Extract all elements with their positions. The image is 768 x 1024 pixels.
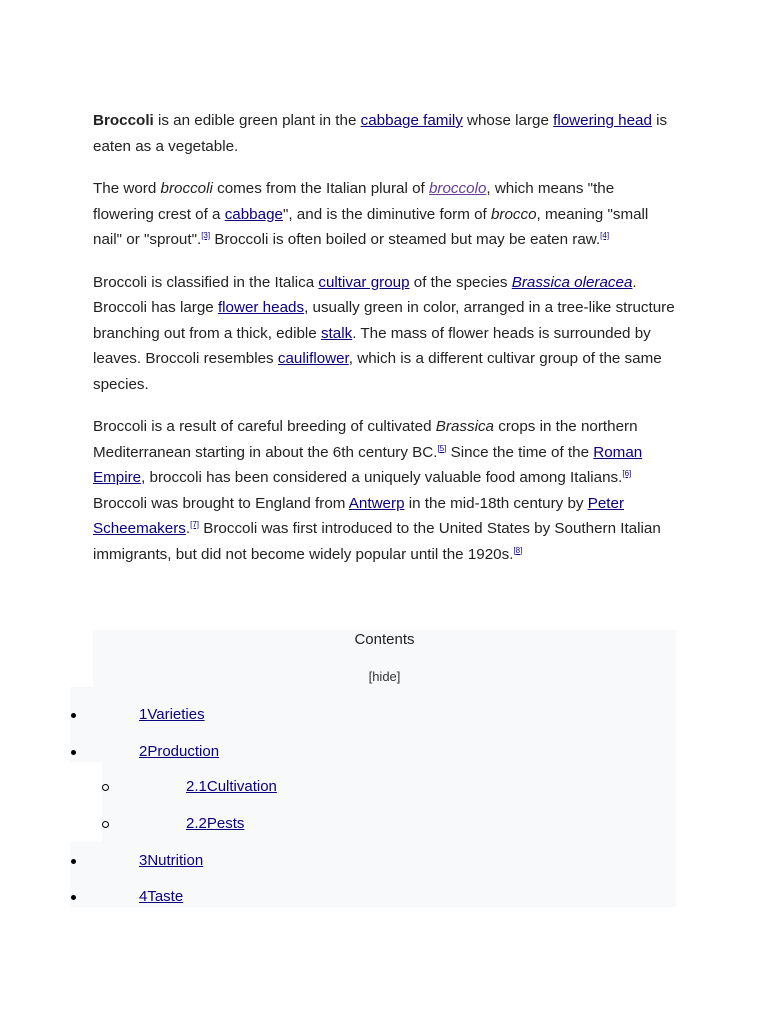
toc-item-taste[interactable]	[0, 885, 768, 909]
toc-item-nutrition[interactable]	[0, 849, 768, 873]
text: The word	[93, 180, 161, 197]
link-peter-scheemakers[interactable]: Peter Scheemakers	[93, 494, 625, 537]
link-text: Brassica oleracea	[511, 273, 633, 291]
link-roman-empire[interactable]: Roman Empire	[93, 443, 643, 486]
toc-title: Contents	[354, 631, 415, 648]
bullet-disc-icon	[71, 895, 76, 900]
link-broccolo[interactable]	[429, 180, 486, 197]
text: , usually green in color, arranged in a tree-like structure branching out from a thick, edible	[93, 299, 675, 342]
italic-term: brocco	[490, 205, 537, 223]
toc-label: Production	[147, 743, 220, 760]
text: Broccoli is a result of careful breeding of cultivated	[93, 418, 436, 435]
text: Broccoli is often boiled or steamed but may be eaten raw.	[210, 231, 601, 248]
bullet-disc-icon	[71, 859, 76, 864]
toc-item-pests[interactable]	[0, 812, 768, 836]
toc-number: 2.2	[186, 815, 207, 832]
toc-link[interactable]	[139, 740, 219, 764]
citation-link[interactable]: [5]	[437, 443, 447, 453]
text: Broccoli is classified in the Italica	[93, 273, 319, 291]
citation-ref[interactable]	[201, 231, 210, 240]
text: , broccoli has been considered a uniquely valuable food among Italians.	[141, 469, 623, 486]
paragraph-history	[93, 414, 678, 567]
italic-term: broccoli	[160, 180, 213, 197]
citation-link[interactable]: [7]	[190, 520, 199, 529]
link-text: broccolo	[428, 180, 487, 197]
citation-link[interactable]: [8]	[513, 545, 523, 555]
text: , meaning "small nail" or "sprout".	[93, 205, 649, 248]
citation-link[interactable]: [3]	[201, 231, 211, 240]
bullet-disc-icon	[71, 750, 76, 755]
link-flower-heads[interactable]: flower heads	[217, 299, 305, 316]
citation-ref[interactable]	[600, 231, 609, 240]
text: is an edible green plant in the	[153, 112, 361, 129]
text: Broccoli was brought to England from	[93, 494, 349, 512]
toc-number: 2.1	[186, 778, 207, 795]
toc-number: 4	[139, 888, 148, 905]
text: comes from the Italian plural of	[212, 180, 429, 197]
text: .	[185, 520, 191, 537]
toc-hide-toggle[interactable]: [hide]	[368, 669, 401, 684]
bullet-circle-icon	[102, 784, 109, 791]
toc-label: Cultivation	[206, 778, 277, 795]
link-flowering-head[interactable]: flowering head	[553, 112, 652, 129]
toc-item-varieties[interactable]	[0, 703, 768, 727]
toc-link[interactable]	[139, 885, 183, 909]
toc-link[interactable]	[139, 703, 205, 727]
text: of the species	[409, 273, 512, 291]
text: , which means "the flowering crest of a	[93, 180, 615, 223]
text: , which is a different cultivar group of the same species.	[93, 350, 662, 393]
paragraph-etymology	[93, 176, 678, 253]
text: . The mass of flower heads is surrounded by leaves. Broccoli resembles	[93, 324, 651, 367]
text: . Broccoli has large	[93, 273, 637, 316]
toc-label: Pests	[206, 815, 245, 832]
toc-item-production[interactable]	[0, 740, 768, 764]
link-cultivar-group[interactable]: cultivar group	[318, 273, 410, 291]
citation-ref[interactable]	[513, 546, 522, 555]
citation-ref[interactable]	[622, 469, 631, 478]
toc-link[interactable]	[186, 775, 277, 799]
text: Since the time of the	[446, 443, 594, 461]
italic-term: Brassica	[435, 418, 494, 435]
link-antwerp[interactable]: Antwerp	[348, 494, 405, 512]
text: whose large	[462, 112, 554, 129]
article-term: Broccoli	[93, 112, 154, 129]
toc-number: 2	[139, 743, 148, 760]
paragraph-intro	[93, 108, 678, 159]
citation-ref[interactable]	[190, 520, 199, 529]
citation-link[interactable]: [4]	[600, 231, 610, 240]
text: in the mid-18th century by	[404, 494, 588, 512]
bullet-circle-icon	[102, 821, 109, 828]
toc-label: Nutrition	[147, 852, 204, 869]
text: is eaten as a vegetable.	[93, 112, 668, 155]
toc-link[interactable]	[186, 812, 244, 836]
citation-link[interactable]: [6]	[622, 469, 632, 478]
text: crops in the northern Mediterranean starting in about the 6th century BC.	[93, 418, 638, 461]
toc-item-cultivation[interactable]	[0, 775, 768, 799]
toc-label: Taste	[147, 888, 184, 905]
toc-number: 1	[139, 706, 148, 723]
paragraph-classification	[93, 270, 678, 398]
toc-label: Varieties	[147, 706, 205, 723]
toc-number: 3	[139, 852, 148, 869]
text: ", and is the diminutive form of	[282, 205, 491, 223]
bullet-disc-icon	[71, 713, 76, 718]
link-stalk[interactable]: stalk	[320, 324, 353, 342]
link-cabbage-family[interactable]: cabbage family	[360, 112, 463, 129]
link-brassica-oleracea[interactable]	[512, 274, 633, 291]
text: Broccoli was first introduced to the United States by Southern Italian immigrants, but did not become widely popular until the 1920s.	[93, 520, 661, 563]
article-body	[93, 108, 678, 584]
link-cabbage[interactable]: cabbage	[224, 205, 283, 223]
toc-link[interactable]	[139, 849, 203, 873]
link-cauliflower[interactable]: cauliflower	[277, 350, 349, 367]
